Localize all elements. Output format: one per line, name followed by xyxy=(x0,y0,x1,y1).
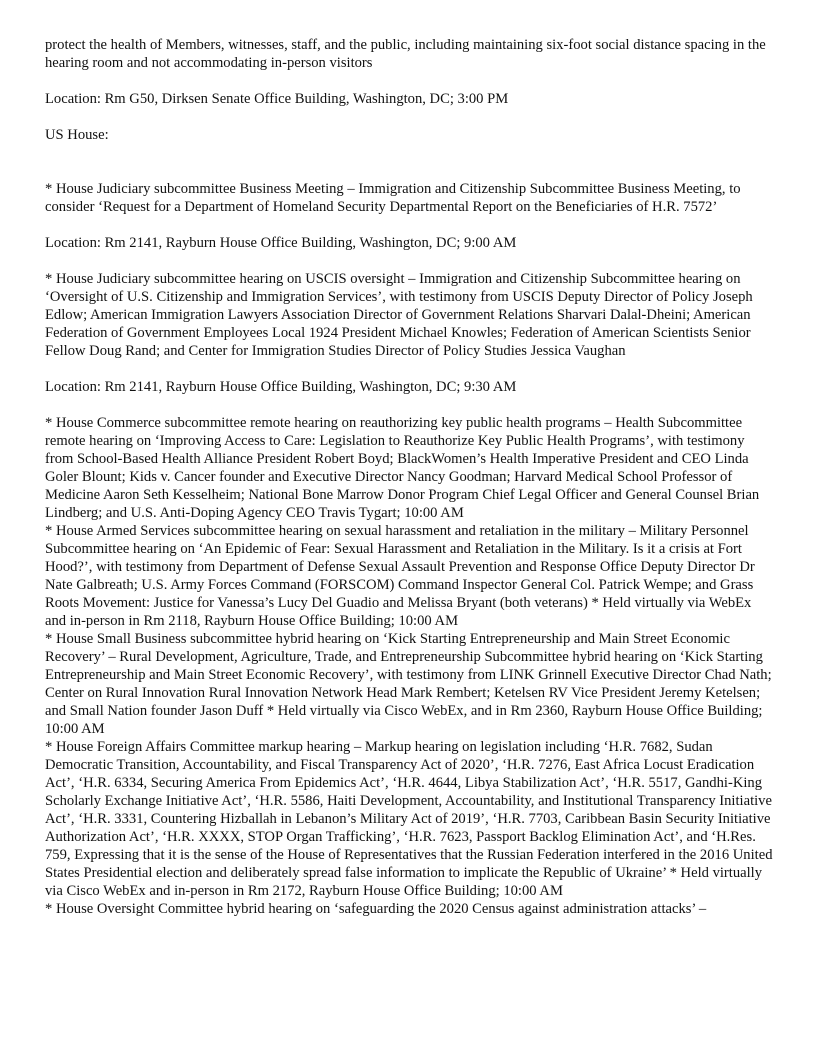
entry-judiciary-business-meeting: * House Judiciary subcommittee Business Meeting – Immigration and Citizenship Subcommittee Business Meeting, to consider ‘Request for a Department of Homeland Security Departmental Report on the Beneficiaries of H.R. 7572’ xyxy=(45,181,741,215)
entry-oversight-census-hearing: * House Oversight Committee hybrid hearing on ‘safeguarding the 2020 Census against administration attacks’ – xyxy=(45,901,707,917)
entry-foreign-affairs-markup: * House Foreign Affairs Committee markup hearing – Markup hearing on legislation including ‘H.R. 7682, Sudan Democratic Transition, Accountability, and Fiscal Transparency Act of 2020’, ‘H.R. 7276, East Africa Locust Eradication Act’, ‘H.R. 6334, Securing America From Epidemics Act’, ‘H.R. 4644, Libya Stabilization Act’, ‘H.R. 5517, Gandhi-King Scholarly Exchange Initiative Act’, ‘H.R. 5586, Haiti Development, Accountability, and Institutional Transparency Initiative Act’, ‘H.R. 3331, Countering Hizballah in Lebanon’s Military Act of 2019’, ‘H.R. 7703, Caribbean Basin Security Initiative Authorization Act’, ‘H.R. XXXX, STOP Organ Trafficking’, ‘H.R. 7623, Passport Backlog Elimination Act’, and ‘H.Res. 759, Expressing that it is the sense of the House of Representatives that the Russian Federation interfered in the 2016 United States Presidential election and deliberately spread false information to implicate the Republic of Ukraine’ * Held virtually via Cisco WebEx and in-person in Rm 2172, Rayburn House Office Building; 10:00 AM xyxy=(45,739,773,899)
entry-location: Location: Rm 2141, Rayburn House Office Building, Washington, DC; 9:30 AM xyxy=(45,379,517,395)
entry-location: Location: Rm 2141, Rayburn House Office Building, Washington, DC; 9:00 AM xyxy=(45,235,517,251)
intro-paragraph: protect the health of Members, witnesses, staff, and the public, including maintaining six-foot social distance spacing in the hearing room and not accommodating in-person visitors xyxy=(45,37,766,71)
entry-small-business-hearing: * House Small Business subcommittee hybrid hearing on ‘Kick Starting Entrepreneurship and Main Street Economic Recovery’ – Rural Development, Agriculture, Trade, and Entrepreneurship Subcommittee hybrid hearing on ‘Kick Starting Entrepreneurship and Main Street Economic Recovery’, with testimony from LINK Grinnell Executive Director Chad Nath; Center on Rural Innovation Rural Innovation Network Head Mark Rembert; Ketelsen RV Vice President Jeremy Ketelsen; and Small Nation founder Jason Duff * Held virtually via Cisco WebEx, and in Rm 2360, Rayburn House Office Building; 10:00 AM xyxy=(45,631,772,737)
house-heading: US House: xyxy=(45,127,109,143)
intro-location: Location: Rm G50, Dirksen Senate Office Building, Washington, DC; 3:00 PM xyxy=(45,91,509,107)
entry-judiciary-uscis-hearing: * House Judiciary subcommittee hearing on USCIS oversight – Immigration and Citizenship Subcommittee hearing on ‘Oversight of U.S. Citizenship and Immigration Services’, with testimony from USCIS Deputy Director of Policy Joseph Edlow; American Immigration Lawyers Association Director of Government Relations Sharvari Dalal-Dheini; American Federation of Government Employees Local 1924 President Michael Knowles; Federation of American Scientists Senior Fellow Doug Rand; and Center for Immigration Studies Director of Policy Studies Jessica Vaughan xyxy=(45,271,753,359)
entry-commerce-health-hearing: * House Commerce subcommittee remote hearing on reauthorizing key public health programs – Health Subcommittee remote hearing on ‘Improving Access to Care: Legislation to Reauthorize Key Public Health Programs’, with testimony from School-Based Health Alliance President Robert Boyd; BlackWomen’s Health Imperative President and CEO Linda Goler Blount; Kids v. Cancer founder and Executive Director Nancy Goodman; Harvard Medical School Professor of Medicine Aaron Seth Kesselheim; National Bone Marrow Donor Program Chief Legal Officer and General Counsel Brian Lindberg; and U.S. Anti-Doping Agency CEO Travis Tygart; 10:00 AM xyxy=(45,415,760,521)
document-page xyxy=(45,36,775,918)
entry-armed-services-hearing: * House Armed Services subcommittee hearing on sexual harassment and retaliation in the military – Military Personnel Subcommittee hearing on ‘An Epidemic of Fear: Sexual Harassment and Retaliation in the Military. Is it a crisis at Fort Hood?’, with testimony from Department of Defense Sexual Assault Prevention and Response Office Deputy Director Dr Nate Galbreath; U.S. Army Forces Command (FORSCOM) Command Inspector General Col. Patrick Wempe; and Grass Roots Movement: Justice for Vanessa’s Lucy Del Guadio and Melissa Bryant (both veterans) * Held virtually via WebEx and in-person in Rm 2118, Rayburn House Office Building; 10:00 AM xyxy=(45,523,755,629)
